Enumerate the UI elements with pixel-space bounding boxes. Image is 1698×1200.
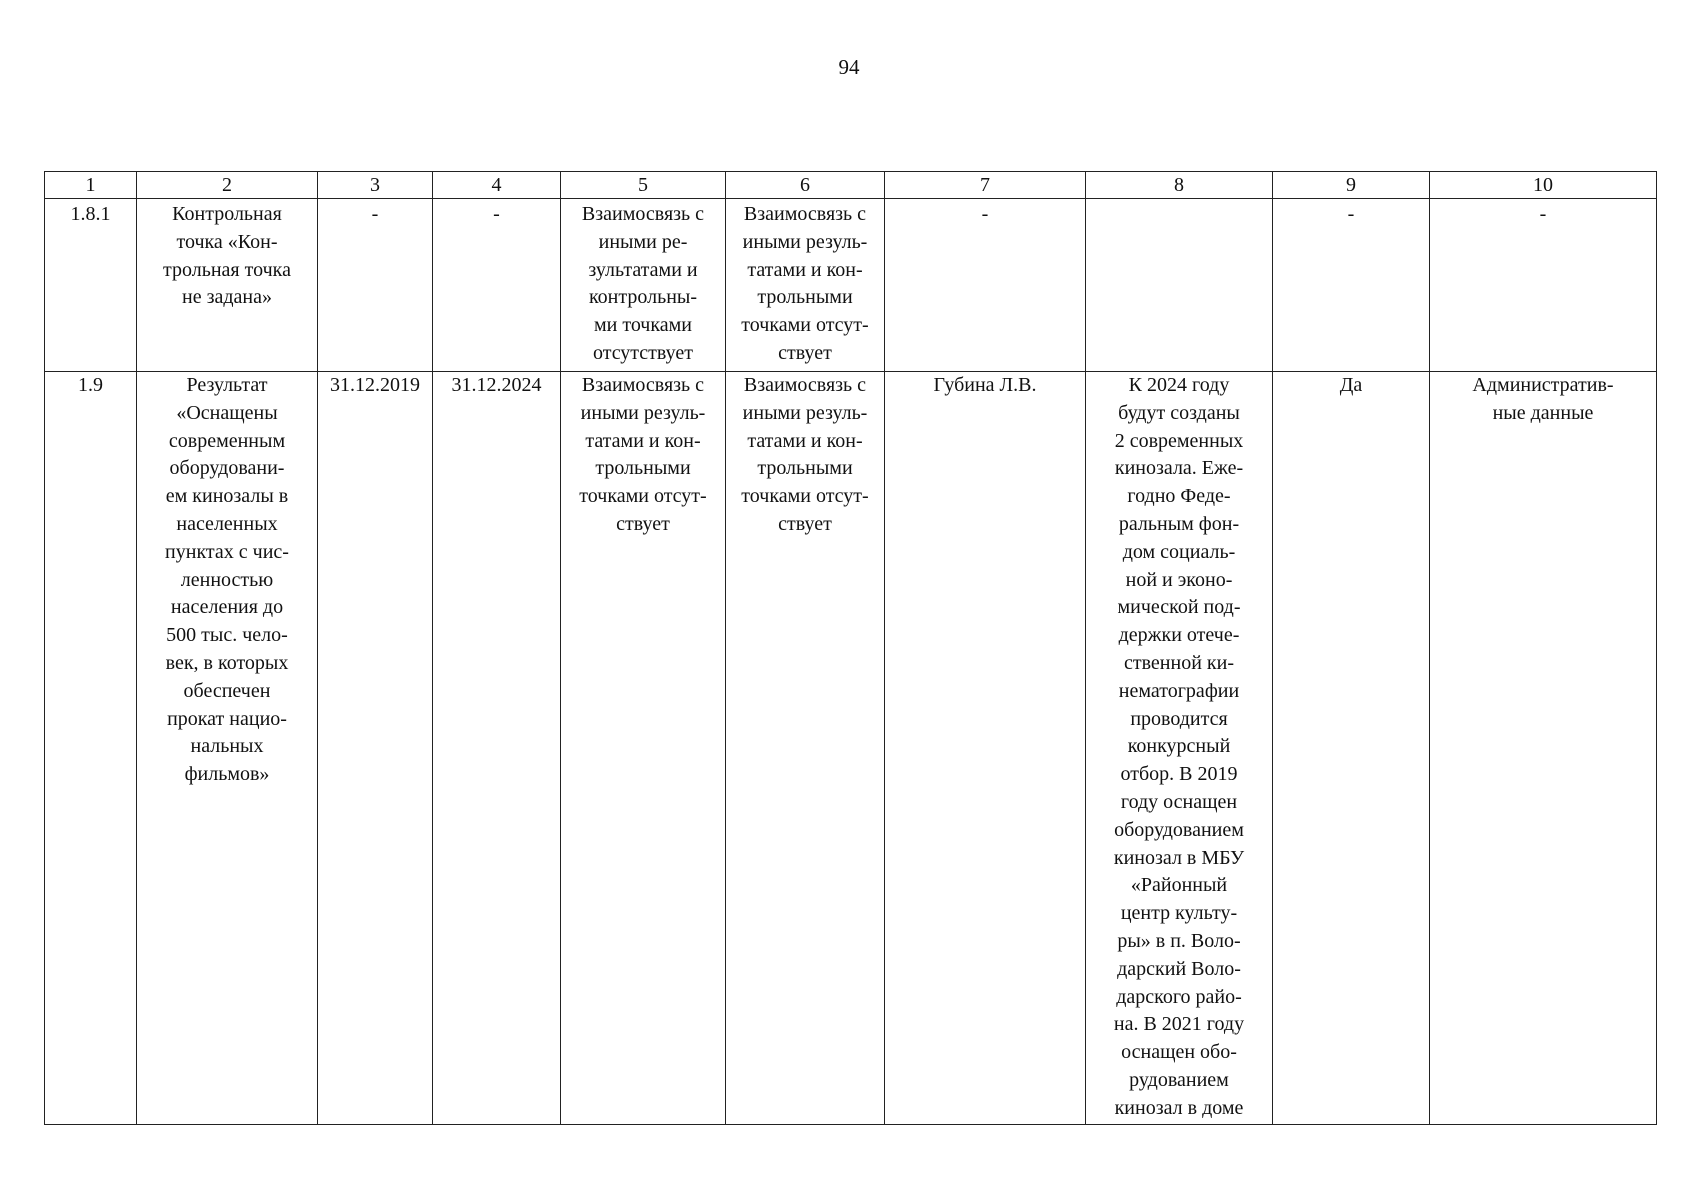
table-cell: К 2024 году будут созданы 2 современных кинозала. Еже- годно Феде- ральным фон- дом социаль- ной и эконо- мической под- держки отече- ственной ки- нематографии проводится конкурсный отбор. В 2019 году оснащен оборудованием кинозал в МБУ «Районный центр культу- ры» в п. Воло- дарский Воло- дарского райо- на. В 2021 году оснащен обо- рудованием кинозал в доме bbox=[1086, 372, 1273, 1125]
table-cell: - bbox=[433, 199, 561, 372]
column-header: 4 bbox=[433, 172, 561, 199]
table-row bbox=[45, 372, 1657, 1125]
table-cell: 31.12.2024 bbox=[433, 372, 561, 1125]
page-number: 94 bbox=[838, 55, 860, 79]
column-header: 10 bbox=[1430, 172, 1657, 199]
table-cell: Взаимосвязь с иными резуль- татами и кон- трольными точками отсут- ствует bbox=[726, 372, 885, 1125]
data-table bbox=[44, 171, 1657, 1125]
table-cell: Да bbox=[1273, 372, 1430, 1125]
table-cell: Контрольная точка «Кон- трольная точка не задана» bbox=[137, 199, 318, 372]
column-header: 6 bbox=[726, 172, 885, 199]
header-row bbox=[45, 172, 1657, 199]
table-cell: - bbox=[318, 199, 433, 372]
table-cell: - bbox=[1430, 199, 1657, 372]
table-cell: - bbox=[1273, 199, 1430, 372]
table-cell: Взаимосвязь с иными резуль- татами и кон- трольными точками отсут- ствует bbox=[726, 199, 885, 372]
table-cell bbox=[1086, 199, 1273, 372]
table-cell: Взаимосвязь с иными резуль- татами и кон- трольными точками отсут- ствует bbox=[561, 372, 726, 1125]
table-cell: - bbox=[885, 199, 1086, 372]
column-header: 8 bbox=[1086, 172, 1273, 199]
table-cell: Губина Л.В. bbox=[885, 372, 1086, 1125]
column-header: 2 bbox=[137, 172, 318, 199]
table-row bbox=[45, 199, 1657, 372]
column-header: 5 bbox=[561, 172, 726, 199]
table-cell: Административ- ные данные bbox=[1430, 372, 1657, 1125]
table-cell: Результат «Оснащены современным оборудовани- ем кинозалы в населенных пунктах с чис- ленностью населения до 500 тыс. чело- век, в которых обеспечен прокат нацио- нальных фильмов» bbox=[137, 372, 318, 1125]
column-header: 1 bbox=[45, 172, 137, 199]
column-header: 9 bbox=[1273, 172, 1430, 199]
table-cell: Взаимосвязь с иными ре- зультатами и контрольны- ми точками отсутствует bbox=[561, 199, 726, 372]
table-cell: 1.8.1 bbox=[45, 199, 137, 372]
table-cell: 31.12.2019 bbox=[318, 372, 433, 1125]
column-header: 7 bbox=[885, 172, 1086, 199]
table-cell: 1.9 bbox=[45, 372, 137, 1125]
column-header: 3 bbox=[318, 172, 433, 199]
